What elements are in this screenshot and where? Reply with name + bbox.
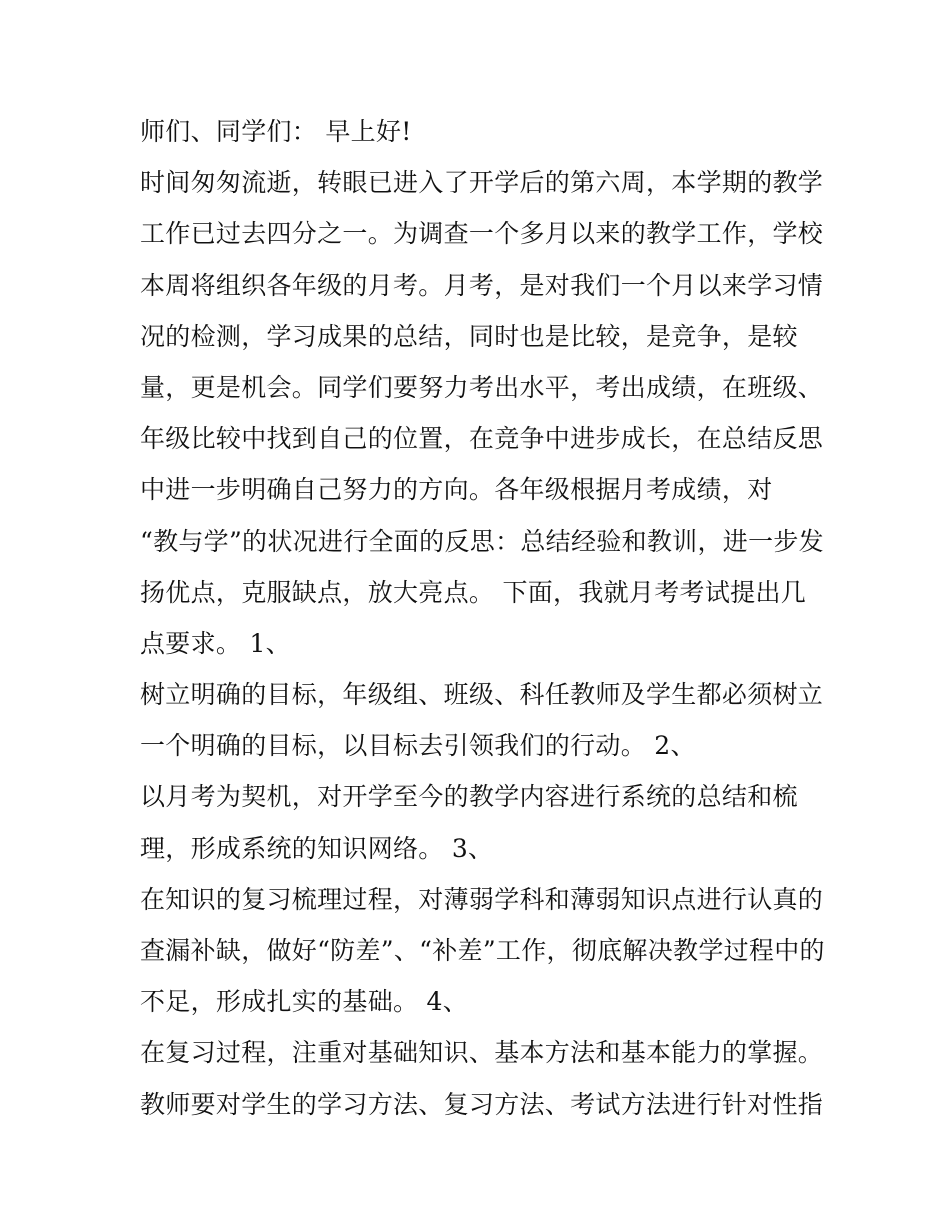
text-line: 一个明确的目标，以目标去引领我们的行动。 2、 bbox=[140, 731, 696, 761]
text-line: 教师要对学生的学习方法、复习方法、考试方法进行针对性指 bbox=[140, 1089, 824, 1119]
text-line: “教与学”的状况进行全面的反思：总结经验和教训，进一步发 bbox=[140, 526, 824, 556]
text-line: 在知识的复习梳理过程，对薄弱学科和薄弱知识点进行认真的 bbox=[140, 884, 824, 914]
text-line: 况的检测，学习成果的总结，同时也是比较，是竞争，是较 bbox=[140, 321, 798, 351]
text-line: 年级比较中找到自己的位置，在竞争中进步成长，在总结反思 bbox=[140, 424, 824, 454]
text-line: 本周将组织各年级的月考。月考，是对我们一个月以来学习情 bbox=[140, 270, 824, 300]
text-line: 点要求。 1、 bbox=[140, 628, 291, 658]
text-line: 扬优点，克服缺点，放大亮点。 下面，我就月考考试提出几 bbox=[140, 577, 807, 607]
text-line: 量，更是机会。同学们要努力考出水平，考出成绩，在班级、 bbox=[140, 372, 824, 402]
text-line: 查漏补缺，做好“防差”、“补差”工作，彻底解决教学过程中的 bbox=[140, 936, 825, 965]
text-line: 师们、同学们： 早上好! bbox=[140, 117, 412, 146]
text-line: 树立明确的目标，年级组、班级、科任教师及学生都必须树立 bbox=[140, 680, 824, 710]
text-line: 中进一步明确自己努力的方向。各年级根据月考成绩，对 bbox=[140, 475, 773, 505]
text-line: 时间匆匆流逝，转眼已进入了开学后的第六周，本学期的教学 bbox=[140, 168, 824, 198]
text-line: 工作已过去四分之一。为调查一个多月以来的教学工作，学校 bbox=[140, 219, 824, 249]
text-line: 不足，形成扎实的基础。 4、 bbox=[140, 987, 469, 1017]
text-line: 以月考为契机，对开学至今的教学内容进行系统的总结和梳 bbox=[140, 782, 798, 812]
text-line: 理，形成系统的知识网络。 3、 bbox=[140, 833, 494, 863]
text-line: 在复习过程，注重对基础知识、基本方法和基本能力的掌握。 bbox=[140, 1038, 824, 1068]
document-body bbox=[140, 106, 825, 1130]
